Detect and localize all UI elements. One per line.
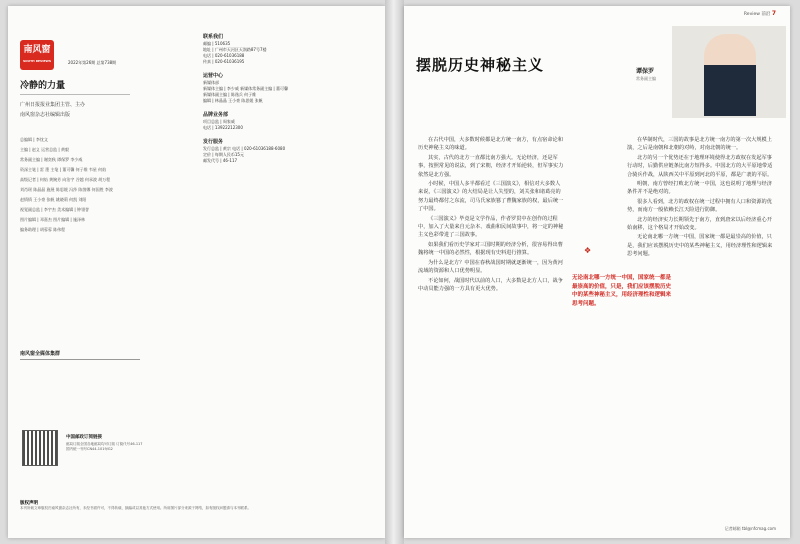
left-page bbox=[8, 6, 385, 538]
publisher-line: 广州日报报业集团主管、主办 bbox=[20, 102, 86, 108]
paragraph: 在华制时代，三国的故事是北方统一南方的第一次大规模上演，之后是南朝和北朝的对峙，对南北朝的统一。 bbox=[627, 137, 772, 152]
staff-line: 刘肖瑶 陈晶晶 施展 陈思媛 冯莎 陈茵娜 何国胜 李波 bbox=[20, 187, 113, 192]
article-column-2 bbox=[627, 136, 773, 260]
operations-section: 运营中心 新媒体部 新媒体主编 | 李少威 新媒体常务副主编 | 董可馨 新媒体副主编 | 陈逸兵 何子维 编辑 | 林晶晶 王小豪 陈思媛 张帆 bbox=[203, 73, 289, 103]
contact-column bbox=[203, 34, 378, 172]
qr-title: 中国邮政订阅链接 bbox=[66, 435, 102, 440]
staff-line: 图片编辑 | 邓嘉杰 图片编辑 | 施泽林 bbox=[20, 217, 86, 222]
paragraph: 其实，古代的北方一直都比南方强大。无论经济，还是军事，按照常见的说法，到了宋朝，经济才开始逆转，但军事实力依然是北方强。 bbox=[418, 154, 564, 178]
paragraph: 小时候，中国人多半都看过《三国演义》，相信对大多数人来说，《三国演义》的大结局是让人失望的，刘关张和诸葛亮的努力最终都付之东流，司马氏家族篡了曹魏家族的权，最后统一了中国。 bbox=[418, 181, 564, 213]
staff-line: 主编 | 赵义 运营总监 | 黄毅 bbox=[20, 147, 70, 152]
media-group-title: 南风窗全媒体集群 bbox=[20, 350, 140, 360]
paragraph: 无论南北哪一方统一中国，国家统一都是最崇高的价值，只是，我们应该摆脱历史中的某些神秘主义，用经济理性和逻辑来思考问题。 bbox=[627, 234, 773, 258]
qr-code-icon[interactable] bbox=[22, 430, 58, 466]
paragraph: 很多人看到，北方的政权在统一过程中拥有人口和资源的优势，而南方一般依赖长江天险进行防御。 bbox=[627, 198, 772, 214]
author-photo bbox=[704, 34, 756, 116]
paragraph: 如果我们看历史学家对三国时期的经济分析，很容易得出曹魏将统一中国的必然性，根据现有史料进行推算。 bbox=[418, 241, 563, 257]
staff-line: 高级记者 | 何焰 黄婉芳 向治宇 谷越 何承波 胡万程 bbox=[20, 177, 111, 182]
page-number: 7 bbox=[771, 10, 776, 17]
paragraph: 北方的经济实力长期领先于南方，直到唐宋以后经济重心开始南移，这个格局才开始改变。 bbox=[627, 216, 772, 232]
publisher-line: 南风窗杂志社编辑出版 bbox=[20, 112, 71, 118]
staff-line: 资深主笔 | 雷 墨 主笔 | 董可馨 何子维 韦星 何焰 bbox=[20, 167, 107, 172]
pull-quote: 无论南北哪一方统一中国，国家统一都是最崇高的价值，只是，我们应该摆脱历史中的某些神秘主义，用经济理性和逻辑来思考问题。 bbox=[572, 275, 672, 307]
staff-list bbox=[20, 136, 148, 236]
staff-line: 视觉副总监 | 李宇杰 美术编辑 | 钟翎誉 bbox=[20, 207, 90, 212]
staff-line: 赵情情 王小豪 张帆 姚晓莉 何凯 刘阳 bbox=[20, 197, 87, 202]
author-email[interactable]: 记者邮箱 tbl@nfcmag.com bbox=[724, 526, 776, 531]
paragraph: 《三国演义》毕竟是文学作品，作者罗贯中在创作的过程中，加入了大量来自元杂本、戏曲和民间故事中，将一定的神秘主义色彩带进了三国故事。 bbox=[418, 215, 564, 239]
magazine-logo[interactable]: 南风窗 SOUTH REVIEWS bbox=[20, 40, 54, 70]
article-column-1 bbox=[418, 136, 564, 294]
qr-text: 邮局订阅全国各地邮局均可订阅 订阅代号46-117 国内统一刊号CN44-1019/G2 bbox=[66, 442, 143, 451]
author-role: 常务副主编 bbox=[636, 76, 656, 81]
contact-section: 联系我们 邮编 | 510635 地址 | 广州市天河区天润路87号7楼 电话 | 020-61036188 传真 | 020-61036195 bbox=[203, 34, 267, 64]
paragraph: 在古代中国，大多数时候都是北方统一南方，有点宿命论和历史神秘主义的味道。 bbox=[418, 137, 563, 152]
paragraph: 明朝，南方曾经打败北方统一中国，这也说明了地理与经济条件并不是绝对的。 bbox=[627, 181, 772, 196]
header-column: 前沿 bbox=[761, 12, 771, 17]
brand-section: 品牌业务部 项目总监 | 周家威 电话 | 13922212300 bbox=[203, 112, 243, 130]
issue-number: 2022年第26期 总第738期 bbox=[68, 60, 117, 65]
distribution-section: 发行服务 发行总监 | 黄宗 电话 | 020-61036188-6080 定价 | 每期人民币15元 邮发代号 | 46-117 bbox=[203, 139, 286, 163]
legal-title: 版权声明 bbox=[20, 501, 38, 506]
page-header bbox=[744, 10, 776, 17]
publisher-info bbox=[20, 100, 140, 120]
staff-line: 编务助理 | 胡蓉蓉 陈伟程 bbox=[20, 227, 66, 232]
article-title: 摆脱历史神秘主义 bbox=[416, 56, 545, 74]
paragraph: 不论如何，战国时代以前的人口，大多数是北方人口，战争中动员能力强的一方具有更大优势。 bbox=[418, 277, 563, 292]
page-gutter bbox=[385, 0, 404, 544]
header-section: Review bbox=[743, 12, 760, 17]
right-page bbox=[404, 6, 790, 538]
staff-line: 常务副主编 | 谢奕秋 谭保罗 李少威 bbox=[20, 157, 83, 162]
staff-line: 总编辑 | 李忱文 bbox=[20, 137, 48, 142]
paragraph: 北方的另一个优势还在于地理环境使得北方政权在发起军事行动时，后勤供应链条比南方短得多。中国北方的大平原地带适合骑兵作战，从陕西关中平原到河北的平原，都是广袤的平原。 bbox=[627, 154, 773, 178]
slogan: 冷静的力量 bbox=[20, 78, 130, 95]
legal-text: 本刊所载文章版权归南风窗杂志社所有，未经书面许可，不得转载、摘编或以其他方式使用。所用图片部分来源于网络，如有版权问题请与本刊联系。 bbox=[20, 506, 251, 510]
author-name: 谭保罗 bbox=[636, 68, 655, 75]
paragraph: 为什么是北方？中国在春秋战国时期就逐渐统一，因为黄河流域的资源和人口优势明显。 bbox=[418, 259, 563, 275]
quote-chevron-icon: ❖ bbox=[584, 246, 592, 255]
